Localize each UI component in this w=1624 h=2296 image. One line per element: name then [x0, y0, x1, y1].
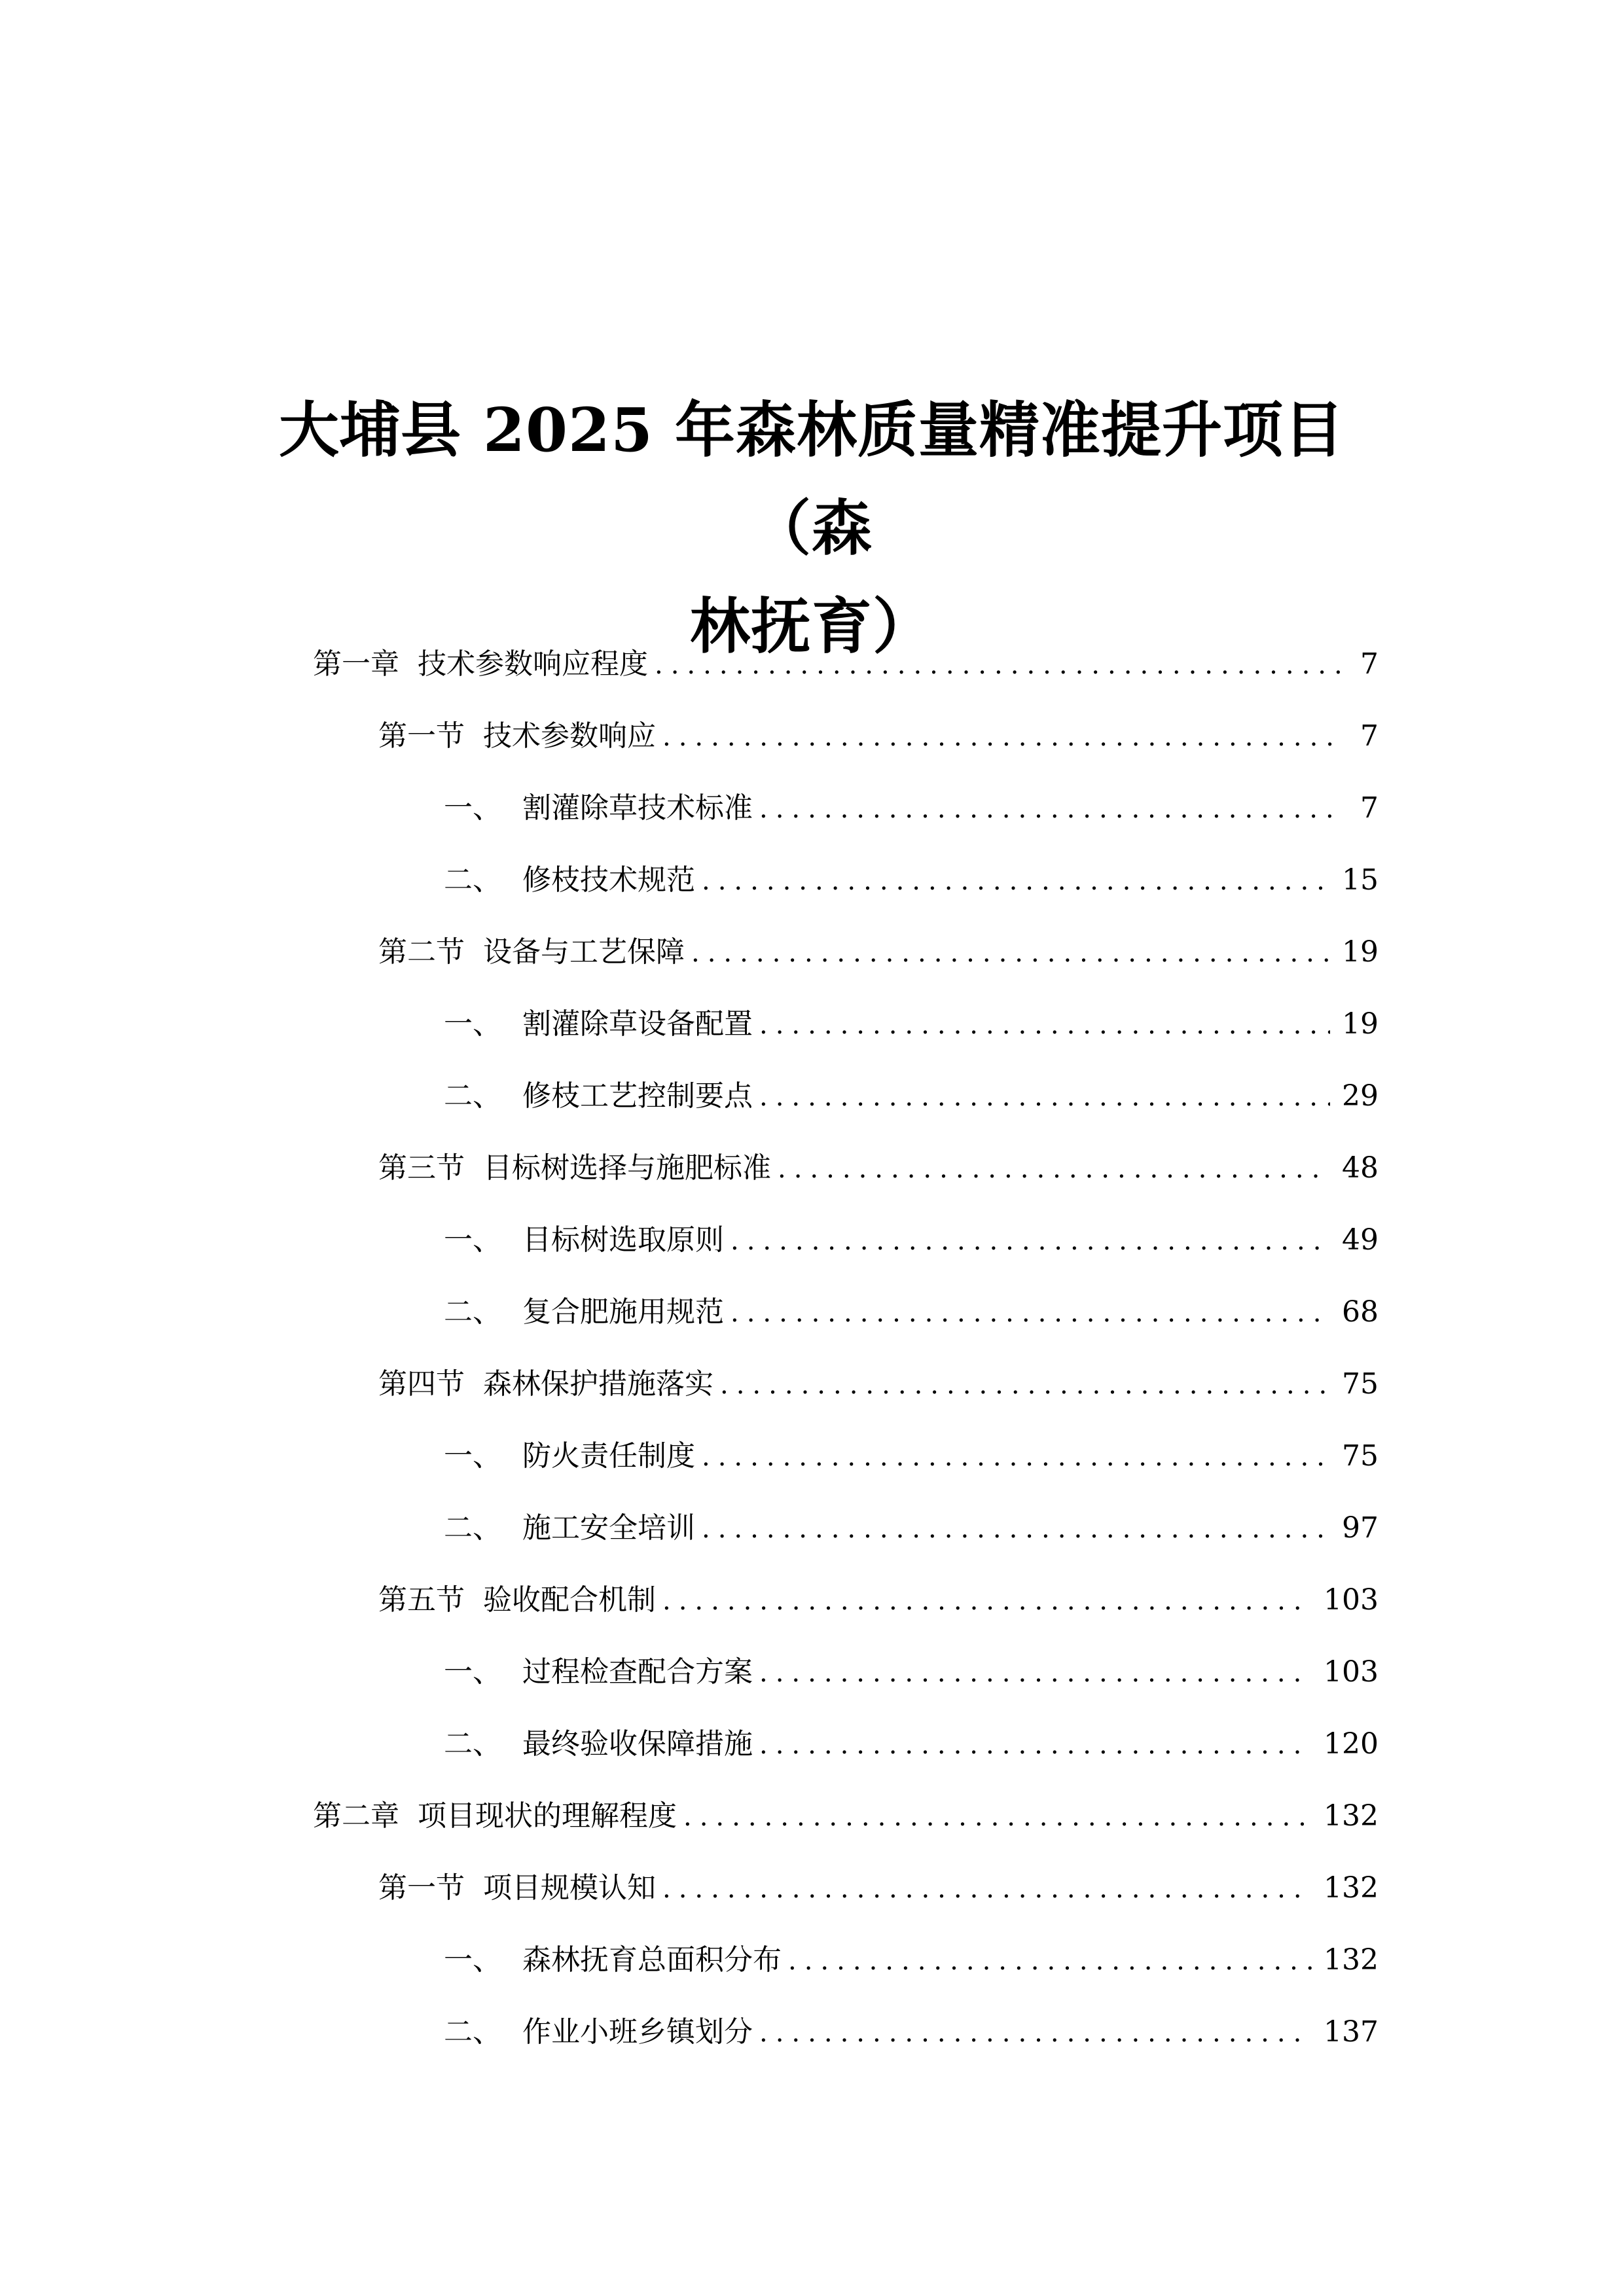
toc-entry-title: 修枝技术规范: [522, 863, 695, 897]
toc-entry-number: 二、: [444, 1511, 501, 1545]
toc-entry-label: [378, 1145, 771, 1191]
toc-dot-leader: [788, 1938, 1312, 1984]
toc-dot-leader: [759, 1650, 1312, 1696]
document-title-line-2: 林抚育）: [689, 590, 933, 662]
toc-entry-page-number: 7: [1360, 719, 1379, 753]
toc-entry-label: [444, 1433, 695, 1479]
toc-entry-page-number: 15: [1342, 863, 1379, 897]
toc-entry-title: 验收配合机制: [483, 1583, 656, 1617]
toc-entry-number: 二、: [444, 1295, 501, 1329]
toc-entry-title: 割灌除草技术标准: [522, 791, 753, 825]
toc-entry-title: 设备与工艺保障: [483, 935, 685, 969]
toc-entry-number: 第三节: [378, 1151, 465, 1185]
toc-entry-label: [444, 1649, 753, 1695]
toc-entry[interactable]: [444, 785, 1379, 831]
toc-entry[interactable]: [378, 1865, 1379, 1911]
toc-entry[interactable]: [444, 1721, 1379, 1767]
toc-dot-leader: [655, 642, 1341, 688]
toc-dot-leader: [759, 2010, 1312, 2056]
toc-entry-page-number: 19: [1342, 935, 1379, 969]
toc-entry-label: [378, 1865, 656, 1911]
toc-dot-leader: [662, 1578, 1312, 1624]
toc-entry[interactable]: [378, 1577, 1379, 1623]
toc-entry-number: 第一章: [313, 647, 399, 681]
toc-entry-title: 项目规模认知: [483, 1871, 656, 1905]
toc-entry-label: [444, 1001, 753, 1047]
toc-entry[interactable]: [444, 1217, 1379, 1263]
toc-entry-title: 目标树选取原则: [522, 1223, 724, 1257]
toc-entry-page-number: 97: [1342, 1511, 1379, 1545]
toc-entry[interactable]: [378, 1361, 1379, 1407]
toc-entry-number: 第一节: [378, 719, 465, 753]
toc-entry-number: 一、: [444, 1223, 501, 1257]
toc-entry[interactable]: [444, 1433, 1379, 1479]
toc-entry-page-number: 132: [1324, 1871, 1379, 1905]
toc-entry-title: 复合肥施用规范: [522, 1295, 724, 1329]
toc-entry-number: 一、: [444, 1007, 501, 1041]
toc-entry-label: [444, 1289, 724, 1335]
toc-entry-page-number: 7: [1360, 647, 1379, 681]
toc-entry-number: 一、: [444, 1439, 501, 1473]
toc-entry-label: [444, 2009, 753, 2055]
toc-entry-title: 森林抚育总面积分布: [522, 1943, 782, 1977]
toc-entry-page-number: 103: [1324, 1655, 1379, 1689]
toc-dot-leader: [720, 1362, 1330, 1408]
toc-entry-label: [378, 929, 685, 975]
toc-entry-label: [378, 713, 656, 759]
toc-entry-title: 森林保护措施落实: [483, 1367, 713, 1401]
toc-entry-number: 第五节: [378, 1583, 465, 1617]
toc-dot-leader: [759, 1002, 1330, 1048]
toc-dot-leader: [691, 930, 1330, 976]
toc-entry-page-number: 48: [1342, 1151, 1379, 1185]
toc-entry[interactable]: [378, 713, 1379, 759]
toc-dot-leader: [702, 1434, 1330, 1480]
toc-entry-title: 目标树选择与施肥标准: [483, 1151, 771, 1185]
toc-entry-number: 一、: [444, 791, 501, 825]
toc-dot-leader: [778, 1146, 1330, 1192]
toc-entry-label: [444, 1073, 753, 1119]
toc-entry-label: [444, 785, 753, 831]
toc-entry-title: 技术参数响应: [483, 719, 656, 753]
toc-entry-number: 一、: [444, 1943, 501, 1977]
toc-entry-number: 二、: [444, 1079, 501, 1113]
toc-entry-number: 第二节: [378, 935, 465, 969]
toc-entry[interactable]: [444, 2009, 1379, 2055]
toc-entry-title: 作业小班乡镇划分: [522, 2015, 753, 2049]
toc-entry[interactable]: [378, 1145, 1379, 1191]
toc-entry-title: 技术参数响应程度: [418, 647, 648, 681]
toc-entry-title: 项目现状的理解程度: [418, 1799, 677, 1833]
toc-dot-leader: [683, 1794, 1312, 1840]
toc-entry-number: 第四节: [378, 1367, 465, 1401]
toc-entry[interactable]: [444, 1073, 1379, 1119]
toc-entry-title: 防火责任制度: [522, 1439, 695, 1473]
toc-entry-number: 二、: [444, 2015, 501, 2049]
toc-dot-leader: [759, 1074, 1330, 1120]
toc-entry-label: [444, 1217, 724, 1263]
toc-entry[interactable]: [313, 641, 1379, 687]
toc-entry-label: [313, 1793, 677, 1839]
toc-entry-page-number: 75: [1342, 1367, 1379, 1401]
toc-entry-label: [444, 857, 695, 903]
toc-entry-title: 最终验收保障措施: [522, 1727, 753, 1761]
toc-entry-label: [378, 1577, 656, 1623]
toc-entry-page-number: 103: [1324, 1583, 1379, 1617]
toc-entry[interactable]: [444, 1505, 1379, 1551]
toc-entry[interactable]: [444, 1001, 1379, 1047]
toc-entry-number: 第一节: [378, 1871, 465, 1905]
toc-dot-leader: [662, 1866, 1312, 1912]
toc-entry-page-number: 132: [1324, 1943, 1379, 1977]
document-title-line-1: 大埔县 2025 年森林质量精准提升项目（森: [278, 394, 1345, 564]
toc-entry-number: 一、: [444, 1655, 501, 1689]
toc-dot-leader: [759, 786, 1341, 832]
toc-entry[interactable]: [444, 1937, 1379, 1983]
toc-entry-page-number: 68: [1342, 1295, 1379, 1329]
toc-entry-page-number: 49: [1342, 1223, 1379, 1257]
toc-entry-page-number: 120: [1324, 1727, 1379, 1761]
toc-entry-title: 修枝工艺控制要点: [522, 1079, 753, 1113]
toc-entry-label: [313, 641, 648, 687]
toc-entry-title: 割灌除草设备配置: [522, 1007, 753, 1041]
toc-entry[interactable]: [444, 1649, 1379, 1695]
toc-entry[interactable]: [444, 857, 1379, 903]
toc-entry-page-number: 7: [1360, 791, 1379, 825]
toc-entry-page-number: 137: [1324, 2015, 1379, 2049]
toc-entry[interactable]: [444, 1289, 1379, 1335]
toc-entry-number: 第二章: [313, 1799, 399, 1833]
toc-entry-page-number: 75: [1342, 1439, 1379, 1473]
toc-entry-page-number: 132: [1324, 1799, 1379, 1833]
toc-entry[interactable]: [378, 929, 1379, 975]
toc-dot-leader: [731, 1218, 1330, 1264]
toc-entry-page-number: 19: [1342, 1007, 1379, 1041]
toc-entry[interactable]: [313, 1793, 1379, 1839]
toc-entry-label: [444, 1721, 753, 1767]
toc-dot-leader: [702, 1506, 1330, 1552]
toc-entry-title: 施工安全培训: [522, 1511, 695, 1545]
toc-entry-number: 二、: [444, 1727, 501, 1761]
toc-entry-label: [444, 1505, 695, 1551]
toc-entry-label: [444, 1937, 782, 1983]
toc-entry-title: 过程检查配合方案: [522, 1655, 753, 1689]
toc-entry-number: 二、: [444, 863, 501, 897]
toc-dot-leader: [731, 1290, 1330, 1336]
toc-entry-label: [378, 1361, 713, 1407]
document-title: [236, 381, 1388, 675]
toc-dot-leader: [702, 858, 1330, 904]
toc-entry-page-number: 29: [1342, 1079, 1379, 1113]
toc-dot-leader: [662, 714, 1341, 760]
toc-dot-leader: [759, 1722, 1312, 1768]
